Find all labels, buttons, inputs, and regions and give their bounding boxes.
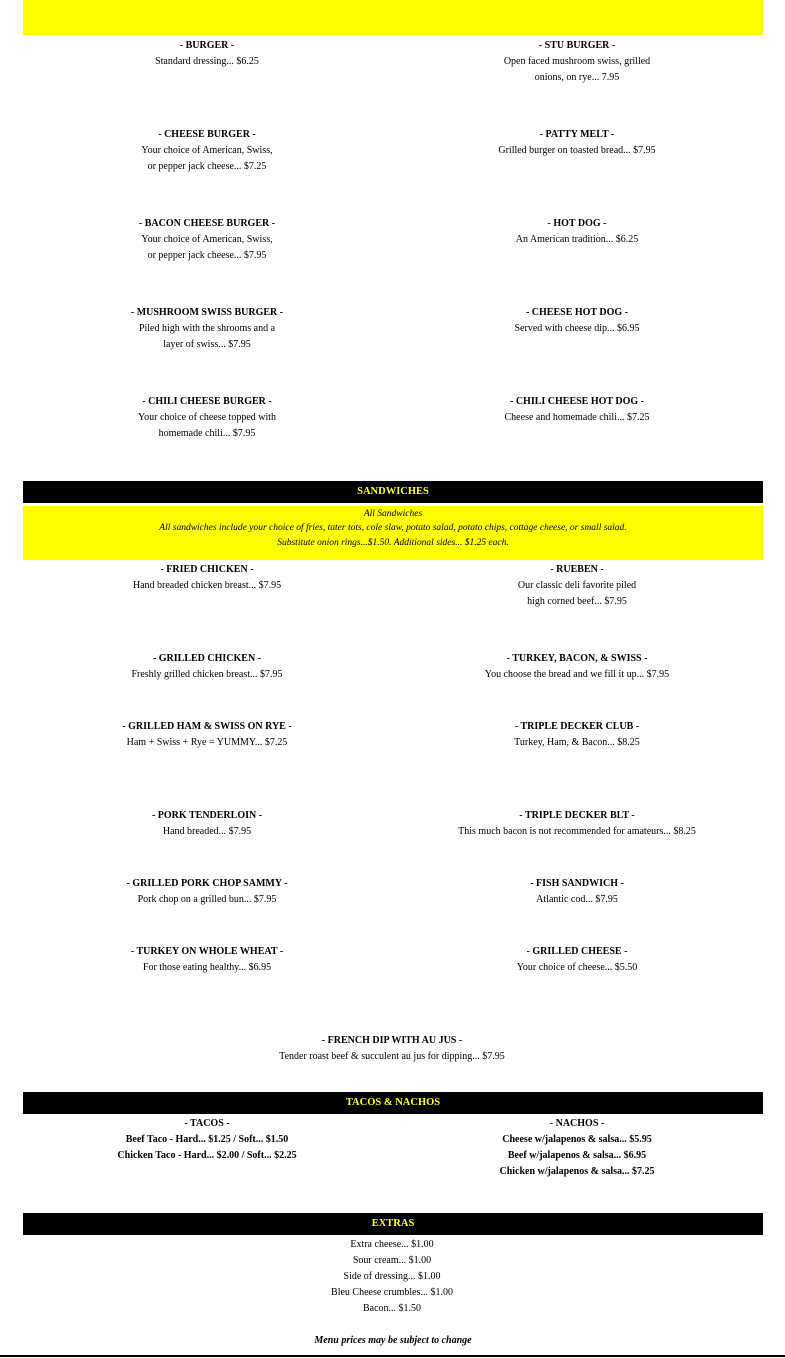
menu-item-bacon-cheese-burger: - BACON CHEESE BURGER - Your choice of American, Swiss, or pepper jack cheese... $7.95 xyxy=(138,218,276,261)
footer-note: Menu prices may be subject to change xyxy=(314,1335,472,1346)
menu-item-turkey-whole-wheat: - TURKEY ON WHOLE WHEAT - For those eating healthy... $6.95 xyxy=(130,946,284,973)
menu-item-stu-burger: - STU BURGER - Open faced mushroom swiss, grilled onions, on rye... 7.95 xyxy=(503,40,651,83)
menu-item-cheese-burger: - CHEESE BURGER - Your choice of American, Swiss, or pepper jack cheese... $7.25 xyxy=(141,129,273,172)
menu-item-grilled-pork-chop-sammy: - GRILLED PORK CHOP SAMMY - Pork chop on a grilled bun... $7.95 xyxy=(126,878,288,905)
menu-item-chili-cheese-hot-dog: - CHILI CHEESE HOT DOG - Cheese and homemade chili... $7.25 xyxy=(504,396,650,423)
list-item: Bleu Cheese crumbles... $1.00 xyxy=(331,1287,453,1298)
list-item: Side of dressing... $1.00 xyxy=(343,1271,441,1282)
bottom-divider xyxy=(0,1355,785,1357)
menu-item-rueben: - RUEBEN - Our classic deli favorite piled high corned beef... $7.95 xyxy=(517,564,637,607)
menu-item-grilled-cheese: - GRILLED CHEESE - Your choice of cheese... $5.50 xyxy=(516,946,638,973)
section-header-tacos-nachos: TACOS & NACHOS xyxy=(23,1092,763,1114)
menu-item-nachos: - NACHOS - Cheese w/jalapenos & salsa... $5.95 Beef w/jalapenos & salsa... $6.95 Chicken w/jalapenos & salsa... $7.25 xyxy=(499,1118,655,1177)
list-item: Bacon... $1.50 xyxy=(362,1303,422,1314)
menu-item-grilled-chicken: - GRILLED CHICKEN - Freshly grilled chicken breast... $7.95 xyxy=(131,653,283,680)
menu-item-fish-sandwich: - FISH SANDWICH - Atlantic cod... $7.95 xyxy=(530,878,624,905)
section-header-extras: EXTRAS xyxy=(23,1213,763,1235)
menu-item-french-dip: - FRENCH DIP WITH AU JUS - Tender roast beef & succulent au jus for dipping... $7.95 xyxy=(279,1035,505,1062)
menu-item-chili-cheese-burger: - CHILI CHEESE BURGER - Your choice of cheese topped with homemade chili... $7.95 xyxy=(137,396,277,439)
menu-item-mushroom-swiss-burger: - MUSHROOM SWISS BURGER - Piled high with the shrooms and a layer of swiss... $7.95 xyxy=(130,307,284,350)
sandwiches-note: All Sandwiches All sandwiches include your choice of fries, tater tots, cole slaw, potato salad, potato chips, cottage cheese, or small salad. Substitute onion rings...$1.50. Additional sides... $1.25 each. xyxy=(23,506,763,560)
menu-item-patty-melt: - PATTY MELT - Grilled burger on toasted bread... $7.95 xyxy=(498,129,656,156)
section-header-sandwiches: SANDWICHES xyxy=(23,481,763,503)
menu-item-cheese-hot-dog: - CHEESE HOT DOG - Served with cheese dip... $6.95 xyxy=(514,307,640,334)
menu-item-tacos: - TACOS - Beef Taco - Hard... $1.25 / Soft... $1.50 Chicken Taco - Hard... $2.00 / Soft... $2.25 xyxy=(117,1118,297,1161)
extras-list xyxy=(242,1237,542,1317)
menu-item-turkey-bacon-swiss: - TURKEY, BACON, & SWISS - You choose the bread and we fill it up... $7.95 xyxy=(484,653,670,680)
list-item: Sour cream... $1.00 xyxy=(352,1255,432,1266)
menu-item-grilled-ham-swiss: - GRILLED HAM & SWISS ON RYE - Ham + Swiss + Rye = YUMMY... $7.25 xyxy=(122,721,292,748)
menu-item-hot-dog: - HOT DOG - An American tradition... $6.25 xyxy=(515,218,639,245)
top-yellow-band xyxy=(23,0,763,35)
menu-item-triple-decker-blt: - TRIPLE DECKER BLT - This much bacon is not recommended for amateurs... $8.25 xyxy=(458,810,696,837)
list-item: Extra cheese... $1.00 xyxy=(350,1239,434,1250)
menu-item-pork-tenderloin: - PORK TENDERLOIN - Hand breaded... $7.95 xyxy=(151,810,263,837)
menu-item-burger: - BURGER - Standard dressing... $6.25 xyxy=(155,40,259,67)
menu-item-triple-decker-club: - TRIPLE DECKER CLUB - Turkey, Ham, & Bacon... $8.25 xyxy=(514,721,640,748)
menu-item-fried-chicken: - FRIED CHICKEN - Hand breaded chicken breast... $7.95 xyxy=(132,564,282,591)
